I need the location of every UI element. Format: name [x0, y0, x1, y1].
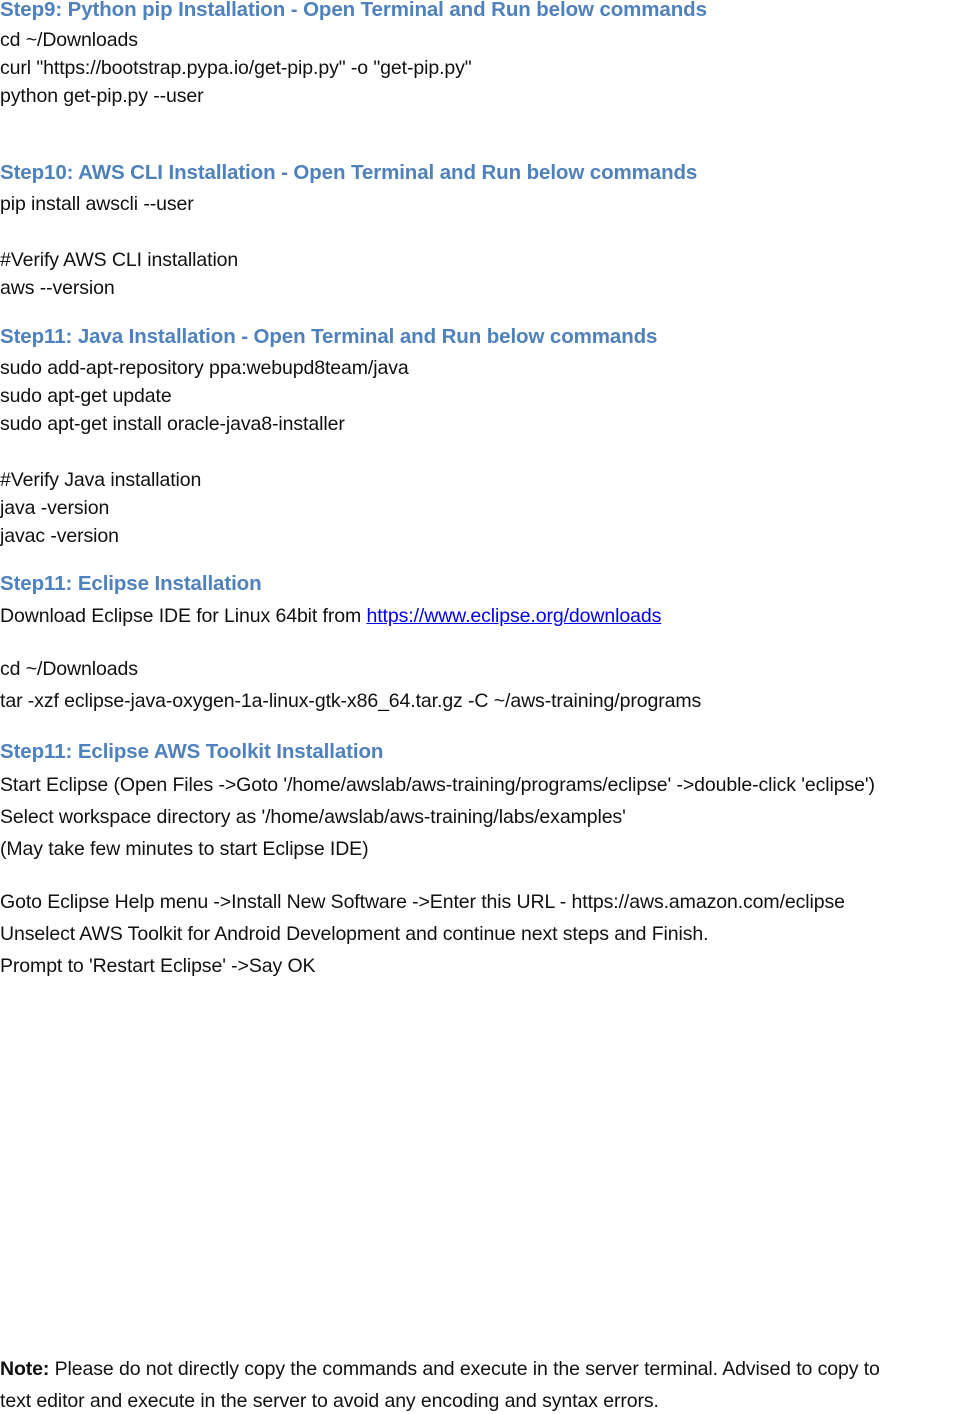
download-prefix: Download Eclipse IDE for Linux 64bit from	[0, 605, 367, 627]
step11-eclipse-heading: Step11: Eclipse Installation	[0, 572, 262, 595]
step9-line-python: python get-pip.py --user	[0, 85, 204, 107]
step11-toolkit-line-help-menu: Goto Eclipse Help menu ->Install New Software ->Enter this URL - https://aws.amazon.com/eclipse	[0, 891, 845, 913]
note-line-2: text editor and execute in the server to avoid any encoding and syntax errors.	[0, 1390, 659, 1412]
step11-toolkit-line-restart: Prompt to 'Restart Eclipse' ->Say OK	[0, 955, 316, 977]
step11-java-line-add-repo: sudo add-apt-repository ppa:webupd8team/java	[0, 357, 409, 379]
step9-line-cd: cd ~/Downloads	[0, 29, 138, 51]
step11-java-line-verify-comment: #Verify Java installation	[0, 469, 202, 491]
step11-eclipse-line-tar: tar -xzf eclipse-java-oxygen-1a-linux-gtk-x86_64.tar.gz -C ~/aws-training/programs	[0, 690, 702, 712]
step10-line-pip: pip install awscli --user	[0, 193, 194, 215]
note-line-1	[0, 1357, 880, 1381]
step11-java-line-install: sudo apt-get install oracle-java8-installer	[0, 413, 345, 435]
step11-toolkit-heading: Step11: Eclipse AWS Toolkit Installation	[0, 740, 384, 763]
step11-java-line-javac-version: javac -version	[0, 525, 119, 547]
step11-java-heading: Step11: Java Installation - Open Terminal and Run below commands	[0, 325, 658, 348]
note-text-1: Please do not directly copy the commands and execute in the server terminal. Advised to copy to	[49, 1358, 880, 1380]
step11-eclipse-line-cd: cd ~/Downloads	[0, 658, 138, 680]
step11-toolkit-line-workspace: Select workspace directory as '/home/awslab/aws-training/labs/examples'	[0, 806, 626, 828]
step11-toolkit-line-wait: (May take few minutes to start Eclipse IDE)	[0, 838, 369, 860]
step11-toolkit-line-unselect: Unselect AWS Toolkit for Android Development and continue next steps and Finish.	[0, 923, 709, 945]
step10-line-verify-comment: #Verify AWS CLI installation	[0, 249, 239, 271]
step11-java-line-java-version: java -version	[0, 497, 110, 519]
step11-toolkit-line-start: Start Eclipse (Open Files ->Goto '/home/awslab/aws-training/programs/eclipse' ->double-click 'eclipse')	[0, 774, 875, 796]
step9-heading: Step9: Python pip Installation - Open Terminal and Run below commands	[0, 0, 707, 21]
step11-eclipse-download-line	[0, 604, 661, 628]
step10-line-aws-version: aws --version	[0, 277, 115, 299]
note-label: Note:	[0, 1358, 50, 1380]
eclipse-downloads-link[interactable]: https://www.eclipse.org/downloads	[366, 605, 662, 627]
step9-line-curl: curl "https://bootstrap.pypa.io/get-pip.py" -o "get-pip.py"	[0, 57, 472, 79]
step10-heading: Step10: AWS CLI Installation - Open Terminal and Run below commands	[0, 161, 698, 184]
step11-java-line-update: sudo apt-get update	[0, 385, 172, 407]
